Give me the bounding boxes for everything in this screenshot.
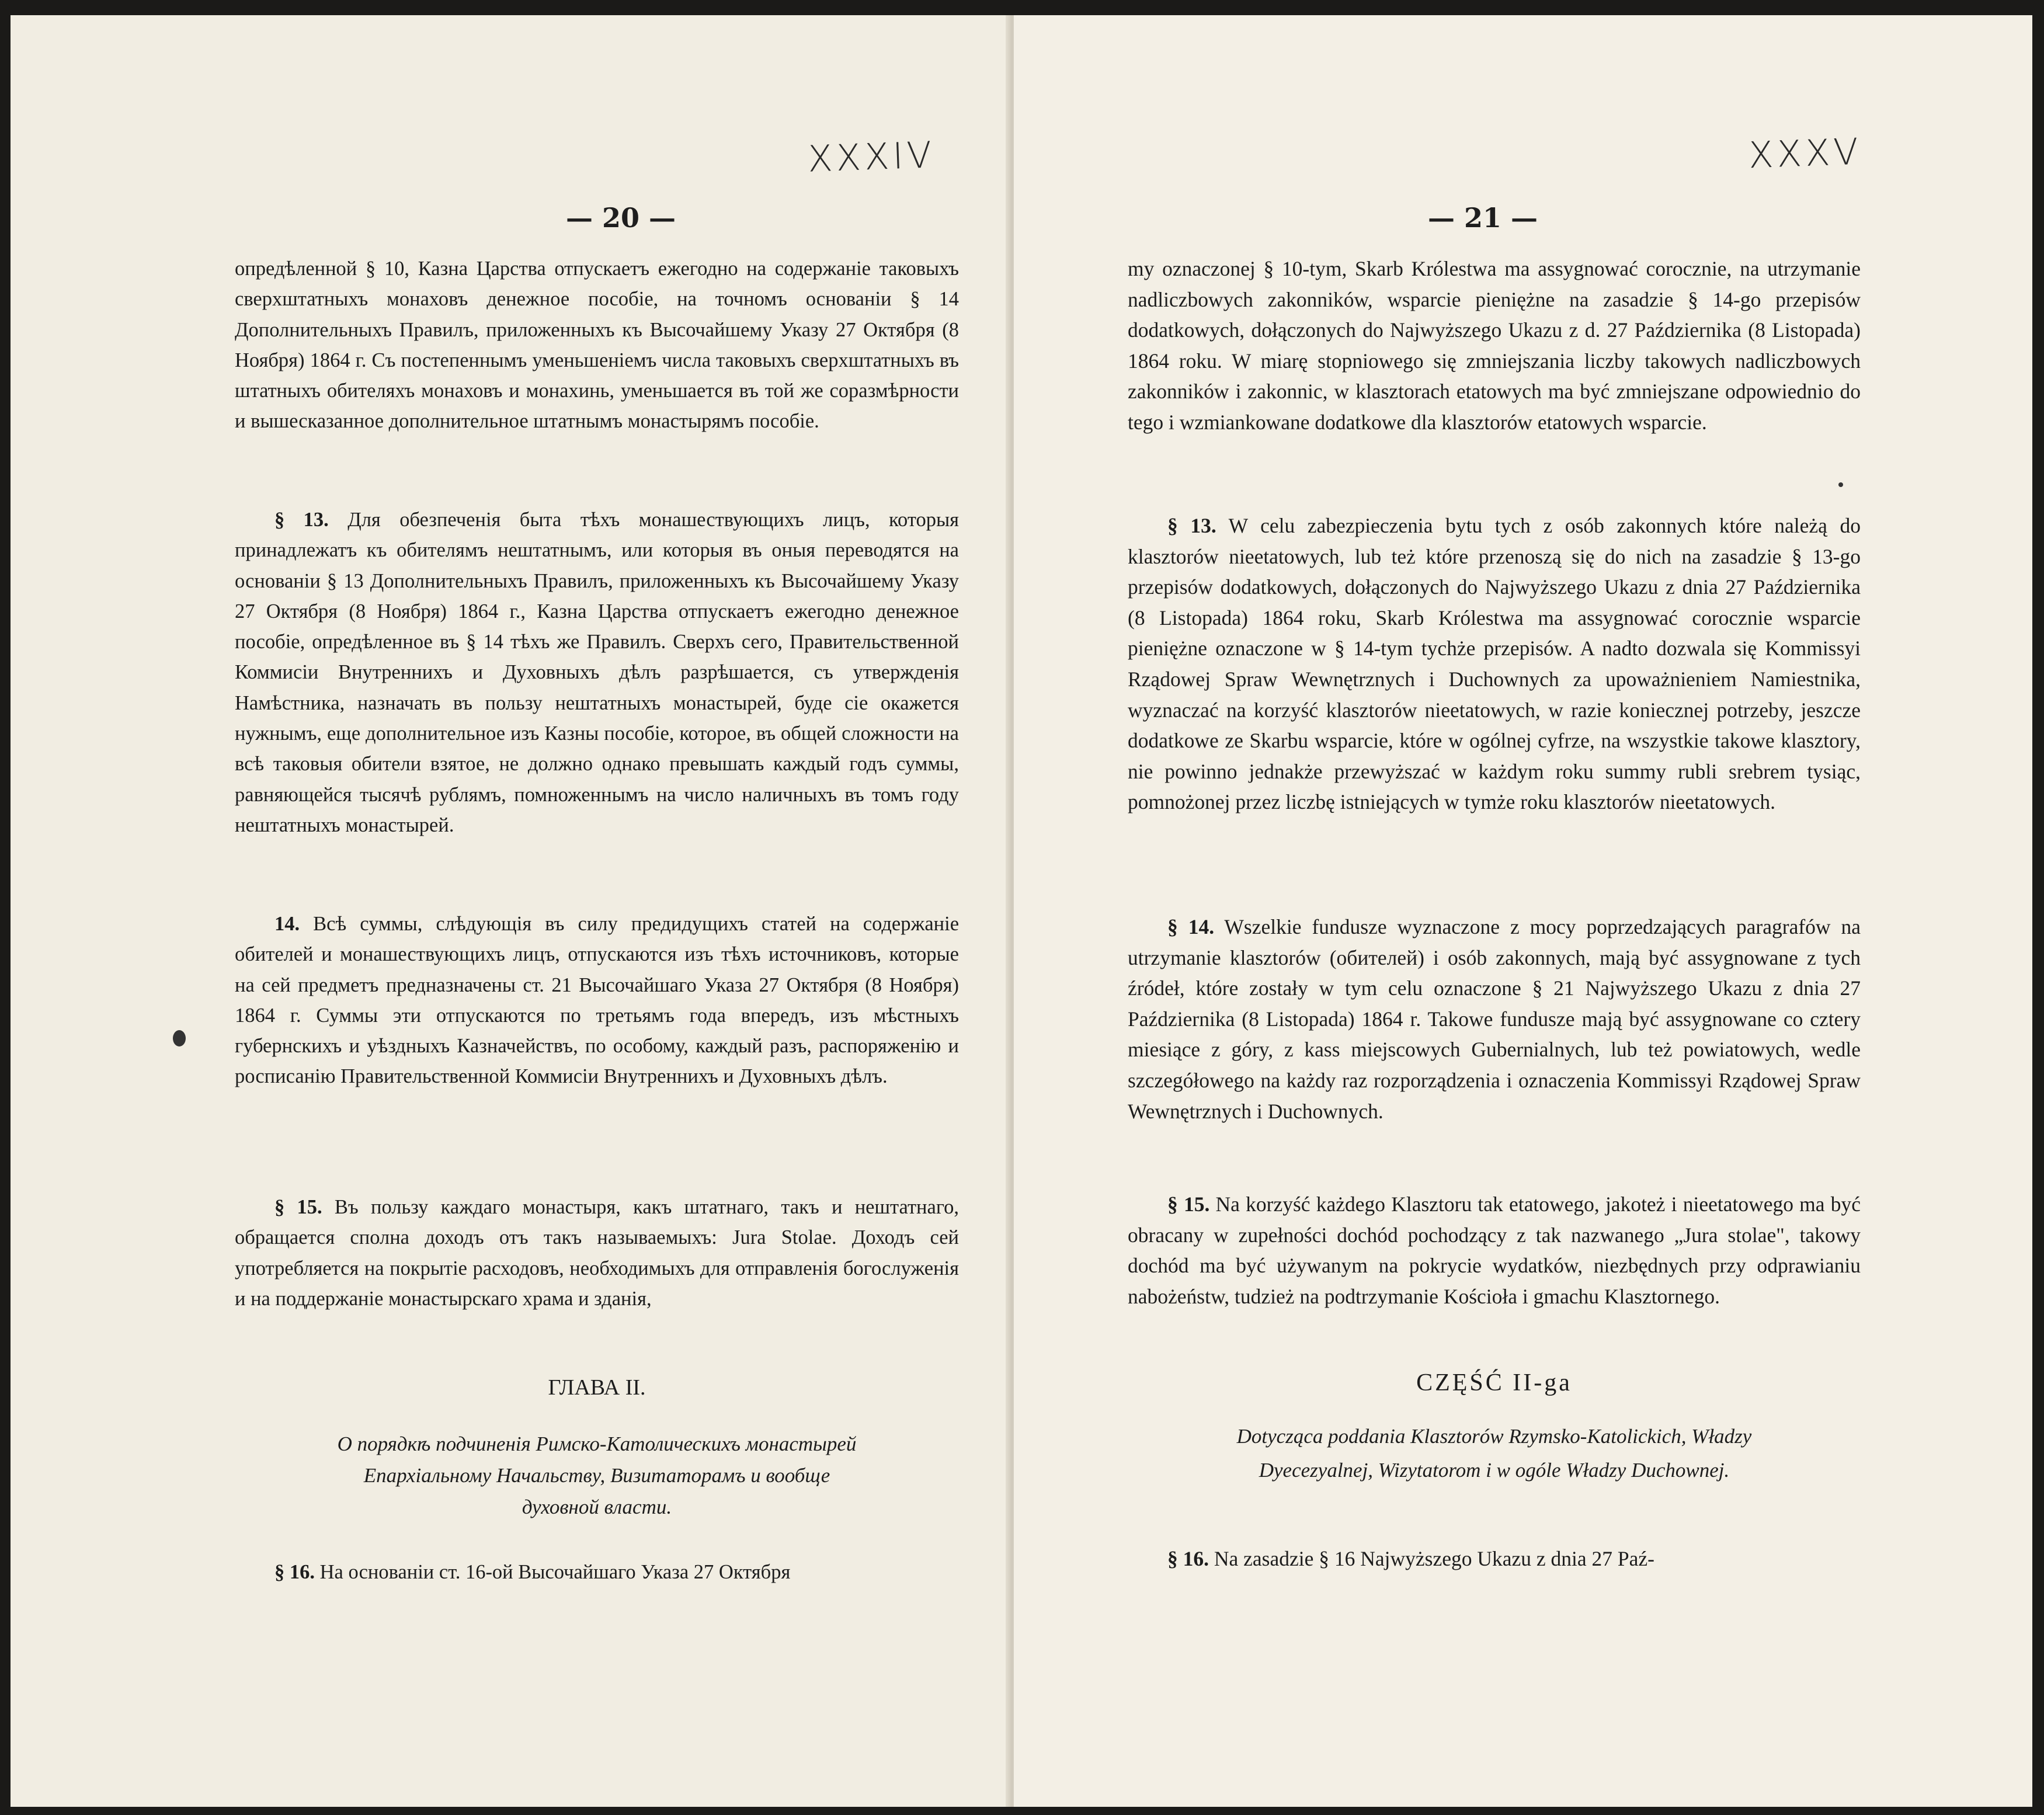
page-number: — 20 — bbox=[565, 202, 676, 234]
section-text: Na korzyść każdego Klasztoru tak etatowego, jakoteż i nieetatowego ma być obracany w zupełności dochód pochodzący z tak nazwanego „Jura stolae", takowy dochód ma być używanym na pokrycie wydatków, niezbędnych przy odprawianiu nabożeństw, tudzież na podtrzymanie Kościoła i gmachu Klasztornego. bbox=[1128, 1192, 1861, 1308]
section-text: Въ пользу каждаго монастыря, какъ штатнаго, такъ и нештатнаго, обращается сполна доходъ отъ такъ называемыхъ: Jura Stolae. Доходъ сей употребляется на покрытіе расходовъ, необходимыхъ для отправленія богослуженія и на поддержаніе монастырскаго храма и зданія, bbox=[235, 1196, 959, 1310]
right-section-13 bbox=[1128, 510, 1861, 818]
section-text: Всѣ суммы, слѣдующія въ силу предидущихъ статей на содержаніе обителей и монашествующихъ лицъ, отпускаются изъ тѣхъ источниковъ, которые на сей предметъ предназначены ст. 21 Высочайшаго Указа 27 Октября (8 Ноября) 1864 г. Суммы эти отпускаются по третьямъ года впередъ, изъ мѣстныхъ губернскихъ и уѣздныхъ Казначействъ, по особому, каждый разъ, распоряженію и росписанію Правительственной Коммисіи Внутреннихъ и Духовныхъ дѣлъ. bbox=[235, 913, 960, 1088]
section-text: Для обезпеченія быта тѣхъ монашествующихъ лицъ, которыя принадлежатъ къ обителямъ нештатнымъ, или которыя въ оныя переводятся на основаніи § 13 Дополнительныхъ Правилъ, приложенныхъ къ Высочайшему Указу 27 Октября (8 Ноября) 1864 г., Казна Царства отпускаетъ ежегодно денежное пособіе, опредѣленное въ § 14 тѣхъ же Правилъ. Сверхъ сего, Правительственной Коммисіи Внутреннихъ и Духовныхъ дѣлъ разрѣшается, съ утвержденія Намѣстника, назначать въ пользу нештатныхъ монастырей, буде сіе окажется нужнымъ, еще дополнительное изъ Казны пособіе, которое, въ общей сложности на всѣ таковыя обители взятое, не должно однако превышать каждый годъ суммы, равняющейся тысячѣ рублямъ, помноженнымъ на число наличныхъ въ томъ году нештатныхъ монастырей. bbox=[235, 509, 960, 836]
right-section-16 bbox=[1128, 1543, 1861, 1574]
chapter-subtitle bbox=[235, 1428, 959, 1523]
section-label: § 13. bbox=[274, 509, 329, 531]
section-label: § 14. bbox=[1167, 915, 1215, 938]
chapter-subtitle-line: духовной власти. bbox=[522, 1496, 672, 1518]
section-label: § 15. bbox=[274, 1196, 322, 1218]
left-para-1 bbox=[235, 253, 959, 437]
chapter-subtitle-line: Dotycząca poddania Klasztorów Rzymsko-Katolickich, Władzy bbox=[1236, 1425, 1752, 1448]
section-text: Na zasadzie § 16 Najwyższego Ukazu z dnia 27 Paź- bbox=[1214, 1547, 1654, 1570]
chapter-title: CZĘŚĆ II-ga bbox=[1416, 1369, 1572, 1396]
right-page bbox=[1014, 15, 2032, 1807]
right-para-1 bbox=[1128, 253, 1861, 438]
handwritten-page-mark: XXXV bbox=[1747, 130, 1863, 177]
section-text: Wszelkie fundusze wyznaczone z mocy poprzedzających paragrafów na utrzymanie klasztorów (обителей) i osób zakonnych, mają być assygnowane z tych źródeł, które zostały w tym celu oznaczone § 21 Najwyższego Ukazu z dnia 27 Października (8 Listopada) 1864 r. Takowe fundusze mają być assygnowane co cztery miesiące z góry, z kass miejscowych Gubernialnych, lub też powiatowych, wedle szczegółowego na każdy raz rozporządzenia i oznaczenia Kommissyi Rządowej Spraw Wewnętrznych i Duchownych. bbox=[1128, 915, 1861, 1123]
chapter-subtitle-line: О порядкѣ подчиненія Римско-Католическихъ монастырей bbox=[337, 1432, 857, 1455]
section-label: § 16. bbox=[274, 1561, 315, 1583]
document-spread bbox=[11, 15, 2032, 1807]
chapter-title: ГЛАВА II. bbox=[548, 1375, 646, 1400]
left-section-16 bbox=[235, 1557, 959, 1587]
paragraph-text: опредѣленной § 10, Казна Царства отпускаетъ ежегодно на содержаніе таковыхъ сверхштатныхъ монаховъ денежное пособіе, на точномъ основаніи § 14 Дополнительныхъ Правилъ, приложенныхъ къ Высочайшему Указу 27 Октября (8 Ноября) 1864 г. Съ постепеннымъ уменьшеніемъ числа таковыхъ сверхштатныхъ въ штатныхъ обителяхъ монаховъ и монахинь, уменьшается въ той же соразмѣрности и вышесказанное дополнительное штатнымъ монастырямъ пособіе. bbox=[235, 258, 959, 433]
right-section-14 bbox=[1128, 912, 1861, 1126]
section-text: W celu zabezpieczenia bytu tych z osób zakonnych które należą do klasztorów nieetatowych, lub też które przenoszą się do nich na zasadzie § 13-go przepisów dodatkowych, dołączonych do Najwyższego Ukazu z dnia 27 Października (8 Listopada) 1864 roku, Skarb Królestwa ma assygnować corocznie wsparcie pieniężne oznaczone w § 14-tym tychże przepisów. A nadto dozwala się Kommissyi Rządowej Spraw Wewnętrznych i Duchownych za upoważnieniem Namiestnika, wyznaczać na korzyść klasztorów nieetatowych, w razie koniecznej potrzeby, jeszcze dodatkowe ze Skarbu wsparcie, które w ogólnej cyfrze, na wszystkie takowe klasztory, nie powinno jednakże przewyższać w każdym roku summy rubli srebrem tysiąc, pomnożonej przez liczbę istniejących w tymże roku klasztorów nieetatowych. bbox=[1128, 514, 1861, 814]
section-label: 14. bbox=[274, 913, 300, 935]
paragraph-text: my oznaczonej § 10-tym, Skarb Królestwa ma assygnować corocznie, na utrzymanie nadliczbowych zakonników, wsparcie pieniężne na zasadzie § 14-go przepisów dodatkowych, dołączonych do Najwyższego Ukazu z d. 27 Października (8 Listopada) 1864 roku. W miarę stopniowego się zmniejszania liczby takowych nadliczbowych zakonników i zakonnic, w klasztorach etatowych ma być zmniejszane odpowiednio do tego i wzmiankowane dodatkowe dla klasztorów etatowych wsparcie. bbox=[1128, 257, 1861, 434]
chapter-subtitle-line: Епархіальному Начальству, Визитаторамъ и вообще bbox=[363, 1464, 830, 1487]
ink-spot bbox=[1838, 482, 1843, 487]
section-label: § 13. bbox=[1167, 514, 1216, 537]
left-section-15 bbox=[235, 1192, 959, 1314]
section-text: На основаніи ст. 16-ой Высочайшаго Указа 27 Октября bbox=[319, 1561, 791, 1583]
chapter-subtitle bbox=[1128, 1420, 1861, 1487]
section-label: § 16. bbox=[1167, 1547, 1209, 1570]
page-number: — 21 — bbox=[1427, 202, 1538, 234]
ink-spot bbox=[173, 1030, 186, 1046]
chapter-subtitle-line: Dyecezyalnej, Wizytatorom i w ogóle Władzy Duchownej. bbox=[1259, 1459, 1730, 1482]
section-label: § 15. bbox=[1167, 1192, 1210, 1216]
right-section-15 bbox=[1128, 1189, 1861, 1312]
handwritten-page-mark: XXXIV bbox=[807, 133, 936, 180]
left-page bbox=[11, 15, 1010, 1807]
left-section-14 bbox=[235, 909, 959, 1092]
left-section-13 bbox=[235, 505, 959, 840]
